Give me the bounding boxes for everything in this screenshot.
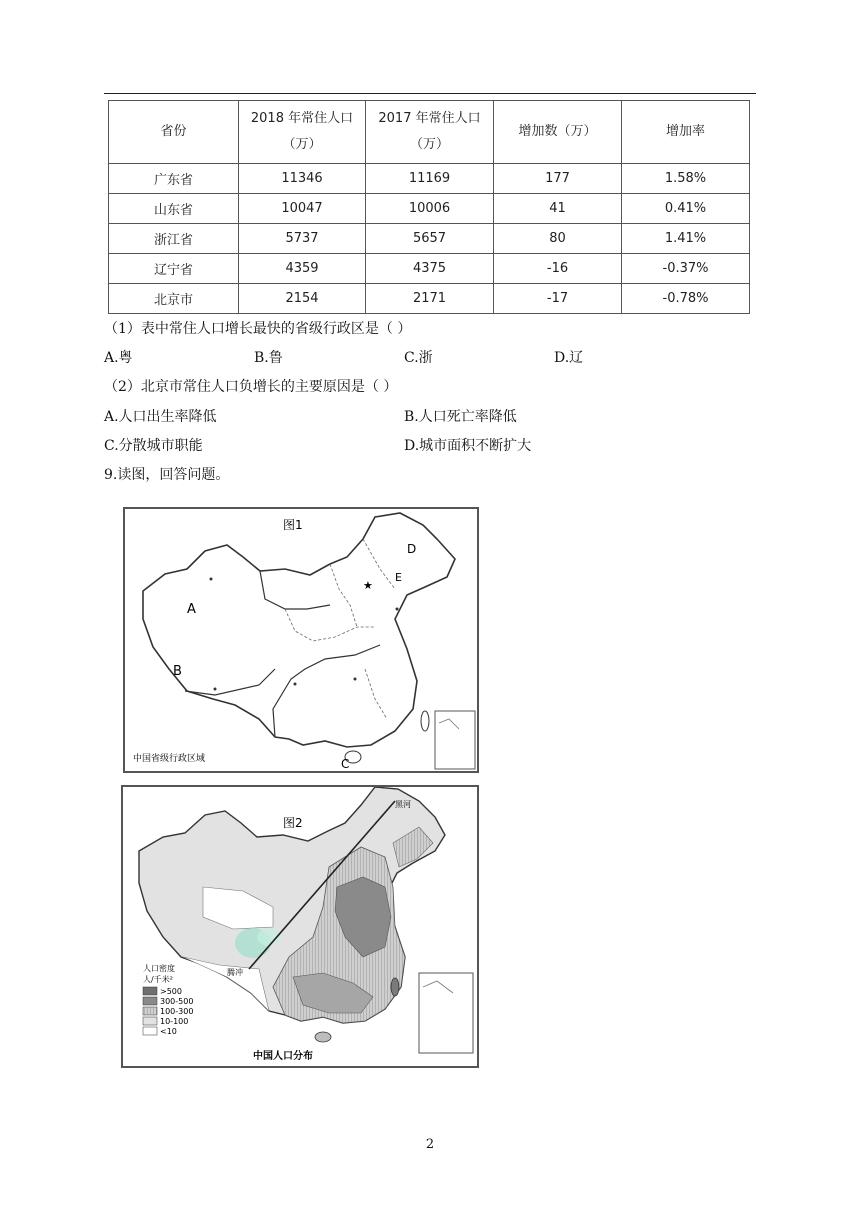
legend-unit: 人/千米² — [143, 975, 173, 984]
cell-rate: 0.41% — [622, 194, 750, 224]
map-label-e: E — [395, 571, 402, 584]
cell-2018: 10047 — [239, 194, 366, 224]
cell-2017: 2171 — [366, 284, 494, 314]
question-2-option-a: A.人口出生率降低 — [104, 409, 217, 425]
cell-2017: 10006 — [366, 194, 494, 224]
cell-rate: -0.37% — [622, 254, 750, 284]
taiwan-island — [421, 711, 429, 731]
map-figure-2 — [121, 785, 479, 1068]
page-number: 2 — [425, 1137, 435, 1152]
map-figure-1 — [123, 507, 479, 773]
table-row — [109, 164, 750, 194]
table-header-row — [109, 101, 750, 164]
capital-dot — [354, 678, 357, 681]
legend-label: 100-300 — [160, 1007, 194, 1016]
cell-province: 北京市 — [109, 284, 239, 314]
question-1-stem: （1）表中常住人口增长最快的省级行政区是（ ） — [104, 321, 412, 337]
city-label-tengchong: 腾冲 — [227, 968, 243, 977]
city-label-heihe: 黑河 — [395, 800, 411, 809]
population-density-map — [123, 787, 477, 1066]
legend-swatch-300-500 — [143, 997, 157, 1005]
header-2017: 2017 年常住人口 （万） — [366, 101, 494, 164]
table-row — [109, 284, 750, 314]
question-1-option-a: A.粤 — [104, 350, 133, 366]
header-rule — [104, 93, 756, 94]
header-rate: 增加率 — [622, 101, 750, 164]
china-province-map — [125, 509, 477, 771]
map-1-title: 图1 — [283, 518, 303, 532]
taiwan-island — [391, 978, 399, 996]
legend-swatch-100-300 — [143, 1007, 157, 1015]
legend-label: <10 — [160, 1027, 177, 1036]
question-2-option-c: C.分散城市职能 — [104, 438, 203, 454]
header-2018: 2018 年常住人口 （万） — [239, 101, 366, 164]
legend-swatch-10-100 — [143, 1017, 157, 1025]
capital-dot — [214, 688, 217, 691]
cell-increase: -16 — [494, 254, 622, 284]
legend-swatch-500 — [143, 987, 157, 995]
hainan-island — [315, 1032, 331, 1042]
cell-2017: 11169 — [366, 164, 494, 194]
table-row — [109, 254, 750, 284]
table-row — [109, 224, 750, 254]
table-row — [109, 194, 750, 224]
capital-dot — [294, 683, 297, 686]
cell-2018: 11346 — [239, 164, 366, 194]
cell-rate: 1.58% — [622, 164, 750, 194]
legend-label: >500 — [160, 987, 182, 996]
legend-label: 300-500 — [160, 997, 194, 1006]
capital-dot — [210, 578, 213, 581]
cell-increase: 177 — [494, 164, 622, 194]
legend-swatch-under-10 — [143, 1027, 157, 1035]
question-9-stem: 9.读图，回答问题。 — [104, 467, 230, 483]
cell-province: 广东省 — [109, 164, 239, 194]
cell-increase: -17 — [494, 284, 622, 314]
question-2-option-b: B.人口死亡率降低 — [404, 409, 517, 425]
legend-title: 人口密度 — [143, 964, 175, 973]
cell-rate: 1.41% — [622, 224, 750, 254]
question-1-option-b: B.鲁 — [254, 350, 283, 366]
map-label-c: C — [341, 757, 350, 771]
cell-2017: 4375 — [366, 254, 494, 284]
question-1-option-d: D.辽 — [554, 350, 584, 366]
header-province: 省份 — [109, 101, 239, 164]
cell-2018: 4359 — [239, 254, 366, 284]
south-china-sea-inset — [435, 711, 475, 769]
beijing-star-icon: ★ — [363, 579, 373, 592]
question-1-option-c: C.浙 — [404, 350, 433, 366]
question-2-stem: （2）北京市常住人口负增长的主要原因是（ ） — [104, 379, 398, 395]
map-2-caption: 中国人口分布 — [253, 1051, 313, 1062]
cell-increase: 41 — [494, 194, 622, 224]
cell-province: 浙江省 — [109, 224, 239, 254]
cell-increase: 80 — [494, 224, 622, 254]
cell-2017: 5657 — [366, 224, 494, 254]
cell-rate: -0.78% — [622, 284, 750, 314]
capital-dot — [396, 608, 399, 611]
population-table — [108, 100, 750, 314]
map-label-b: B — [173, 664, 182, 679]
cell-2018: 2154 — [239, 284, 366, 314]
question-2-option-d: D.城市面积不断扩大 — [404, 438, 532, 454]
map-label-a: A — [187, 602, 196, 617]
legend-label: 10-100 — [160, 1017, 189, 1026]
cell-province: 山东省 — [109, 194, 239, 224]
map-label-d: D — [407, 542, 417, 556]
cell-province: 辽宁省 — [109, 254, 239, 284]
map-1-caption: 中国省级行政区域 — [133, 754, 206, 764]
cell-2018: 5737 — [239, 224, 366, 254]
map-2-title: 图2 — [283, 816, 303, 830]
header-increase: 增加数（万） — [494, 101, 622, 164]
